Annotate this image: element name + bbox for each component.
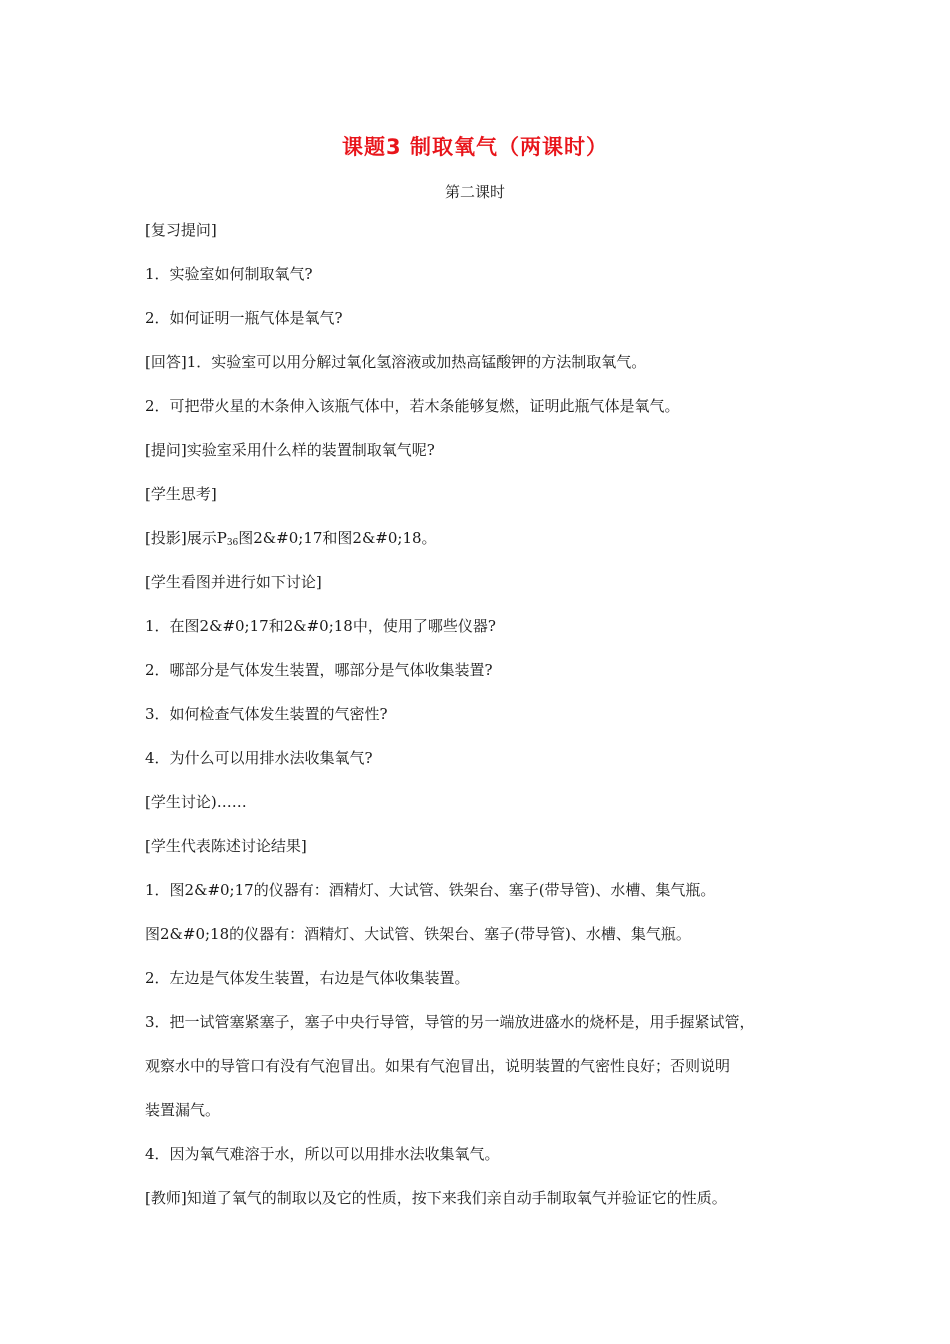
paragraph: [提问]实验室采用什么样的装置制取氧气呢? <box>145 441 435 459</box>
page-title: 课题3 制取氧气（两课时） <box>342 135 608 159</box>
paragraph: [学生思考] <box>145 485 217 503</box>
paragraph-projection <box>145 528 437 553</box>
paragraph: 3．如何检查气体发生装置的气密性? <box>145 705 388 723</box>
paragraph: [学生看图并进行如下讨论] <box>145 573 322 591</box>
paragraph: 1．实验室如何制取氧气? <box>145 265 313 283</box>
paragraph: 装置漏气。 <box>145 1101 221 1119</box>
paragraph: 4．为什么可以用排水法收集氧气? <box>145 749 373 767</box>
projection-subscript: 36 <box>226 538 239 548</box>
page-subtitle: 第二课时 <box>444 183 505 201</box>
paragraph: [回答]1．实验室可以用分解过氧化氢溶液或加热高锰酸钾的方法制取氧气。 <box>145 353 647 371</box>
paragraph: [复习提问] <box>145 221 217 239</box>
paragraph: [学生讨论)…… <box>145 793 247 811</box>
paragraph: 2．如何证明一瓶气体是氧气? <box>145 309 343 327</box>
paragraph: 3．把一试管塞紧塞子，塞子中央行导管，导管的另一端放进盛水的烧杯是，用手握紧试管， <box>145 1013 755 1031</box>
paragraph: 4．因为氧气难溶于水，所以可以用排水法收集氧气。 <box>145 1145 500 1163</box>
paragraph: [教师]知道了氧气的制取以及它的性质，按下来我们亲自动手制取氧气并验证它的性质。 <box>145 1189 727 1207</box>
projection-suffix: 图2&#0;17和图2&#0;18。 <box>238 529 437 547</box>
paragraph: 1．图2&#0;17的仪器有：酒精灯、大试管、铁架台、塞子(带导管)、水槽、集气瓶。 <box>145 881 716 899</box>
paragraph: 1．在图2&#0;17和2&#0;18中，使用了哪些仪器? <box>145 617 496 635</box>
paragraph: 2．左边是气体发生装置，右边是气体收集装置。 <box>145 969 470 987</box>
paragraph: 2．哪部分是气体发生装置，哪部分是气体收集装置? <box>145 661 493 679</box>
projection-prefix: [投影]展示P <box>145 529 227 547</box>
paragraph: 观察水中的导管口有没有气泡冒出。如果有气泡冒出，说明装置的气密性良好；否则说明 <box>145 1057 731 1075</box>
paragraph: [学生代表陈述讨论结果] <box>145 837 307 855</box>
paragraph: 2．可把带火星的木条伸入该瓶气体中，若木条能够复燃，证明此瓶气体是氧气。 <box>145 397 680 415</box>
paragraph: 图2&#0;18的仪器有：酒精灯、大试管、铁架台、塞子(带导管)、水槽、集气瓶。 <box>145 925 691 943</box>
